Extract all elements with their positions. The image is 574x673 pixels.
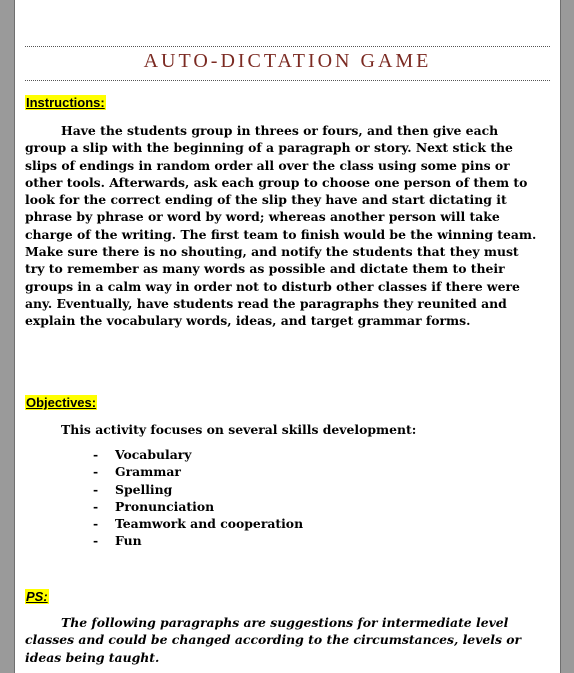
- title-top-rule: [25, 46, 550, 47]
- document-page: [14, 0, 561, 673]
- instructions-heading: Instructions:: [26, 95, 105, 110]
- list-item-label: Fun: [115, 533, 142, 549]
- list-item: [93, 463, 303, 480]
- list-bullet: -: [93, 498, 99, 514]
- list-item: [93, 532, 303, 549]
- list-item-label: Teamwork and cooperation: [115, 516, 304, 532]
- list-item-label: Vocabulary: [115, 447, 192, 462]
- ps-paragraph: The following paragraphs are suggestions for intermediate level classes and could be changed according to the circumstances, levels or ideas being taught.: [25, 615, 522, 665]
- document-title: AUTO-DICTATION GAME: [143, 50, 432, 72]
- objectives-intro: This activity focuses on several skills development:: [61, 422, 417, 437]
- list-item: [93, 481, 303, 498]
- list-bullet: -: [93, 464, 99, 480]
- list-bullet: -: [93, 447, 99, 462]
- objectives-list: [93, 446, 303, 550]
- ps-heading: PS:: [26, 589, 48, 604]
- list-item-label: Spelling: [115, 481, 173, 497]
- list-item-label: Grammar: [115, 464, 181, 480]
- instructions-paragraph: Have the students group in threes or fours, and then give each group a slip with the beginning of a paragraph or story. Next stick the slips of endings in random order all over the class using some pins or other tools. Afterwards, ask each group to choose one person of them to look for the correct ending of the slip they have and start dictating it phrase by phrase or word by word; whereas another person will take charge of the writing. The first team to finish would be the winning team. Make sure there is no shouting, and notify the students that they must try to remember as many words as possible and dictate them to their groups in a calm way in order not to disturb other classes if there were any. Eventually, have students read the paragraphs they reunited and explain the vocabulary words, ideas, and target grammar forms.: [25, 123, 537, 329]
- title-bottom-rule: [25, 80, 550, 81]
- list-item: [93, 515, 303, 532]
- list-item-label: Pronunciation: [115, 498, 215, 514]
- list-item: [93, 498, 303, 515]
- list-bullet: -: [93, 533, 99, 549]
- objectives-heading: Objectives:: [26, 395, 97, 410]
- list-item: [93, 446, 303, 463]
- list-bullet: -: [93, 481, 99, 497]
- list-bullet: -: [93, 516, 99, 532]
